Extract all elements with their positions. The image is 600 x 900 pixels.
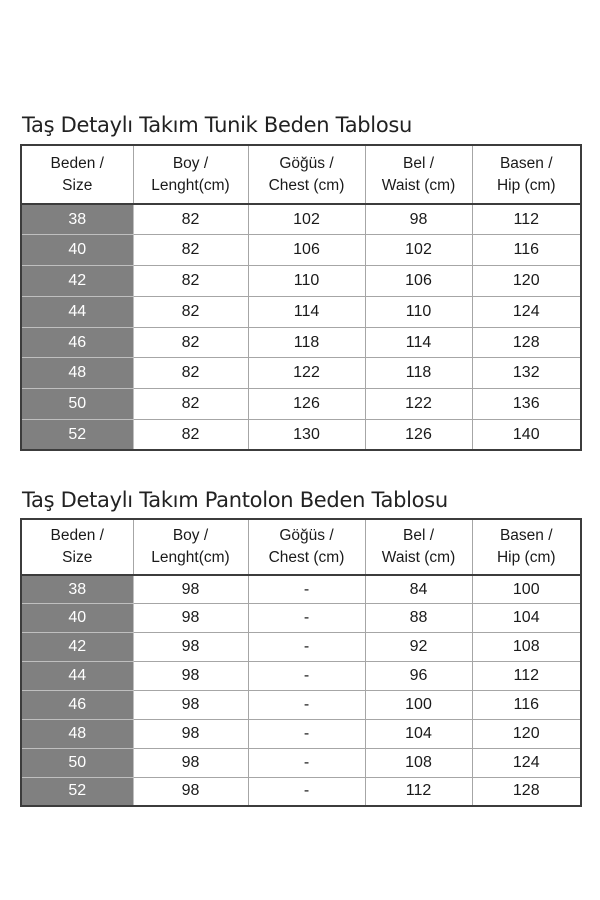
hip-cell: 128 xyxy=(472,777,581,806)
size-cell: 44 xyxy=(21,662,133,691)
size-cell: 38 xyxy=(21,204,133,235)
length-header xyxy=(133,519,248,575)
size-cell: 52 xyxy=(21,420,133,451)
table-row xyxy=(21,604,581,633)
chest-cell: 106 xyxy=(248,235,365,266)
length-cell: 98 xyxy=(133,719,248,748)
chest-cell: - xyxy=(248,748,365,777)
length-cell: 82 xyxy=(133,296,248,327)
length-cell: 98 xyxy=(133,575,248,604)
size-header-line: Beden / xyxy=(50,154,104,172)
waist-header xyxy=(365,519,472,575)
table-row xyxy=(21,662,581,691)
waist-cell: 102 xyxy=(365,235,472,266)
trousers-table-title: Taş Detaylı Takım Pantolon Beden Tablosu xyxy=(22,488,448,512)
table-row xyxy=(21,296,581,327)
waist-cell: 98 xyxy=(365,204,472,235)
table-row xyxy=(21,748,581,777)
table-row xyxy=(21,777,581,806)
table-row xyxy=(21,204,581,235)
size-cell: 38 xyxy=(21,575,133,604)
size-header xyxy=(21,519,133,575)
waist-header xyxy=(365,145,472,204)
length-cell: 82 xyxy=(133,420,248,451)
waist-cell: 112 xyxy=(365,777,472,806)
waist-cell: 88 xyxy=(365,604,472,633)
chest-cell: - xyxy=(248,777,365,806)
length-cell: 82 xyxy=(133,204,248,235)
waist-cell: 84 xyxy=(365,575,472,604)
chest-header-line: Göğüs / xyxy=(279,527,334,544)
hip-header xyxy=(472,519,581,575)
chest-header-line: Chest (cm) xyxy=(268,549,345,566)
hip-cell: 128 xyxy=(472,327,581,358)
chest-cell: 122 xyxy=(248,358,365,389)
hip-cell: 132 xyxy=(472,358,581,389)
length-cell: 98 xyxy=(133,604,248,633)
waist-cell: 118 xyxy=(365,358,472,389)
table-row xyxy=(21,266,581,297)
chest-cell: - xyxy=(248,633,365,662)
chest-cell: - xyxy=(248,719,365,748)
size-header-line: Size xyxy=(62,549,93,566)
size-cell: 40 xyxy=(21,235,133,266)
waist-header-line: Bel / xyxy=(402,154,434,172)
length-cell: 98 xyxy=(133,777,248,806)
hip-cell: 140 xyxy=(472,420,581,451)
chest-cell: 118 xyxy=(248,327,365,358)
hip-cell: 124 xyxy=(472,296,581,327)
table-row xyxy=(21,327,581,358)
size-cell: 48 xyxy=(21,719,133,748)
waist-cell: 104 xyxy=(365,719,472,748)
size-cell: 50 xyxy=(21,389,133,420)
table-row xyxy=(21,719,581,748)
hip-cell: 124 xyxy=(472,748,581,777)
table-row xyxy=(21,633,581,662)
size-cell: 48 xyxy=(21,358,133,389)
chest-cell: 110 xyxy=(248,266,365,297)
chest-header-line: Göğüs / xyxy=(279,154,334,172)
hip-header xyxy=(472,145,581,204)
chest-cell: 126 xyxy=(248,389,365,420)
chest-header xyxy=(248,519,365,575)
hip-cell: 136 xyxy=(472,389,581,420)
tunic-size-table xyxy=(20,144,582,451)
chest-cell: 130 xyxy=(248,420,365,451)
size-cell: 52 xyxy=(21,777,133,806)
length-cell: 82 xyxy=(133,358,248,389)
size-cell: 42 xyxy=(21,633,133,662)
length-header-line: Boy / xyxy=(172,527,209,544)
size-cell: 46 xyxy=(21,691,133,720)
size-cell: 42 xyxy=(21,266,133,297)
table-row xyxy=(21,691,581,720)
hip-cell: 112 xyxy=(472,662,581,691)
chest-cell: - xyxy=(248,691,365,720)
table-row xyxy=(21,389,581,420)
hip-cell: 120 xyxy=(472,719,581,748)
length-cell: 98 xyxy=(133,662,248,691)
chest-header-line: Chest (cm) xyxy=(268,176,345,194)
table-row xyxy=(21,575,581,604)
length-cell: 98 xyxy=(133,691,248,720)
waist-cell: 108 xyxy=(365,748,472,777)
length-header-line: Lenght(cm) xyxy=(151,549,230,566)
tunic-table-title: Taş Detaylı Takım Tunik Beden Tablosu xyxy=(22,113,413,137)
length-header-line: Lenght(cm) xyxy=(151,176,230,194)
header-row xyxy=(21,145,581,204)
chest-cell: - xyxy=(248,662,365,691)
hip-header-line: Basen / xyxy=(499,154,553,172)
chest-cell: 102 xyxy=(248,204,365,235)
length-cell: 98 xyxy=(133,633,248,662)
size-header xyxy=(21,145,133,204)
length-cell: 98 xyxy=(133,748,248,777)
size-cell: 46 xyxy=(21,327,133,358)
chest-cell: 114 xyxy=(248,296,365,327)
waist-cell: 122 xyxy=(365,389,472,420)
hip-header-line: Hip (cm) xyxy=(496,176,556,194)
length-header-line: Boy / xyxy=(172,154,209,172)
waist-cell: 110 xyxy=(365,296,472,327)
size-cell: 50 xyxy=(21,748,133,777)
chest-header xyxy=(248,145,365,204)
length-cell: 82 xyxy=(133,235,248,266)
chest-cell: - xyxy=(248,575,365,604)
hip-header-line: Hip (cm) xyxy=(496,549,556,566)
waist-cell: 106 xyxy=(365,266,472,297)
table-row xyxy=(21,420,581,451)
trousers-size-table xyxy=(20,518,582,807)
hip-cell: 100 xyxy=(472,575,581,604)
size-header-line: Size xyxy=(62,176,93,194)
table-row xyxy=(21,235,581,266)
waist-header-line: Bel / xyxy=(402,527,434,544)
length-cell: 82 xyxy=(133,389,248,420)
size-header-line: Beden / xyxy=(50,527,104,544)
table-row xyxy=(21,358,581,389)
header-row xyxy=(21,519,581,575)
hip-cell: 104 xyxy=(472,604,581,633)
waist-header-line: Waist (cm) xyxy=(381,549,456,566)
length-cell: 82 xyxy=(133,327,248,358)
hip-cell: 116 xyxy=(472,691,581,720)
waist-cell: 114 xyxy=(365,327,472,358)
length-cell: 82 xyxy=(133,266,248,297)
size-cell: 40 xyxy=(21,604,133,633)
hip-cell: 108 xyxy=(472,633,581,662)
length-header xyxy=(133,145,248,204)
hip-cell: 112 xyxy=(472,204,581,235)
hip-cell: 120 xyxy=(472,266,581,297)
waist-cell: 96 xyxy=(365,662,472,691)
waist-cell: 100 xyxy=(365,691,472,720)
hip-cell: 116 xyxy=(472,235,581,266)
chest-cell: - xyxy=(248,604,365,633)
size-cell: 44 xyxy=(21,296,133,327)
waist-cell: 92 xyxy=(365,633,472,662)
waist-header-line: Waist (cm) xyxy=(381,176,456,194)
hip-header-line: Basen / xyxy=(499,527,553,544)
waist-cell: 126 xyxy=(365,420,472,451)
